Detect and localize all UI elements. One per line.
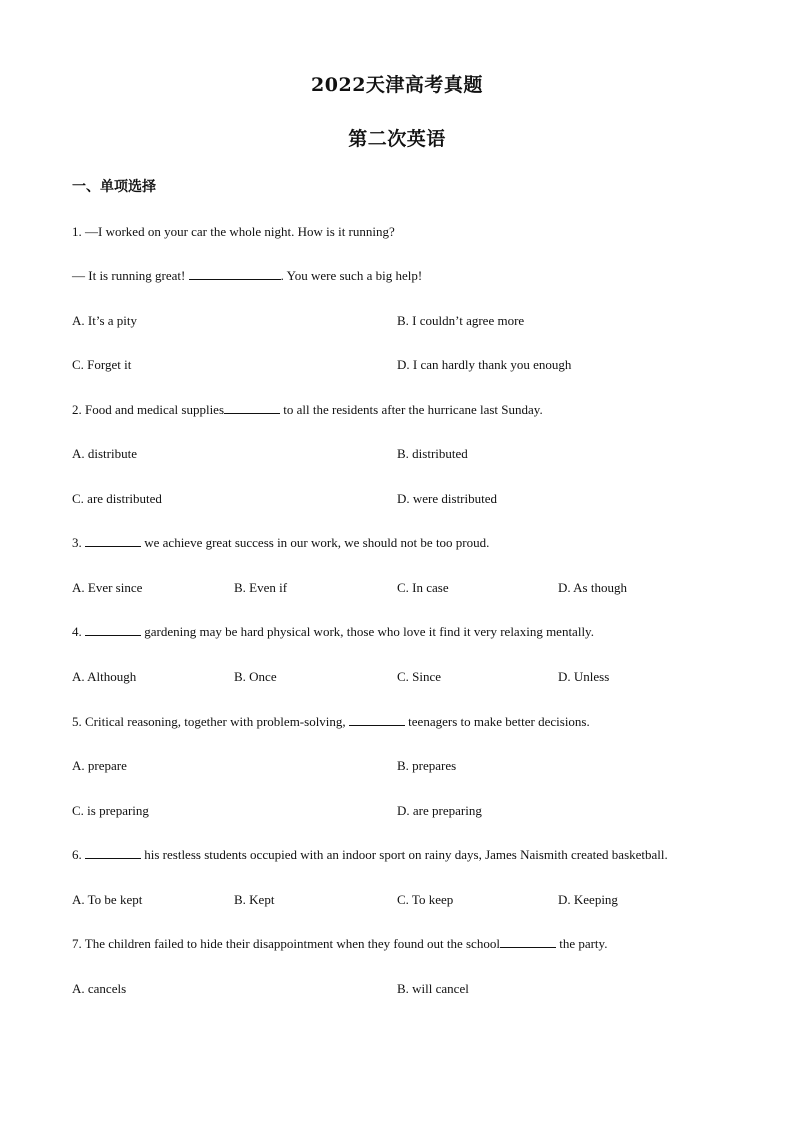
question-2-option-c[interactable]: C. are distributed bbox=[72, 491, 162, 506]
question-6-option-b[interactable]: B. Kept bbox=[234, 892, 275, 907]
question-1-option-b[interactable]: B. I couldn’t agree more bbox=[397, 313, 525, 328]
question-3-option-b[interactable]: B. Even if bbox=[234, 580, 288, 595]
question-3-option-a[interactable]: A. Ever since bbox=[72, 580, 143, 595]
question-5-option-a[interactable]: A. prepare bbox=[72, 758, 127, 773]
question-2-stem bbox=[72, 402, 543, 418]
answer-blank bbox=[85, 847, 141, 859]
answer-blank bbox=[349, 714, 405, 726]
question-7-option-b[interactable]: B. will cancel bbox=[397, 981, 469, 996]
question-2-stem-end: to all the residents after the hurricane last Sunday. bbox=[280, 402, 543, 417]
question-4-stem bbox=[72, 624, 594, 640]
question-4-stem-end: gardening may be hard physical work, those who love it find it very relaxing mentally. bbox=[141, 624, 594, 639]
answer-blank bbox=[85, 624, 141, 636]
question-5-stem bbox=[72, 714, 590, 730]
question-7-stem-end: the party. bbox=[555, 936, 608, 951]
question-7-stem bbox=[72, 936, 607, 952]
question-6-stem-end: his restless students occupied with an indoor sport on rainy days, James Naismith created basketball. bbox=[141, 847, 668, 862]
question-3-stem bbox=[72, 535, 489, 551]
question-5-stem-end: teenagers to make better decisions. bbox=[404, 714, 590, 729]
answer-blank bbox=[224, 402, 280, 414]
question-1-option-c[interactable]: C. Forget it bbox=[72, 357, 132, 372]
answer-blank bbox=[189, 268, 281, 280]
question-1-option-d[interactable]: D. I can hardly thank you enough bbox=[397, 357, 572, 372]
question-4-option-c[interactable]: C. Since bbox=[397, 669, 442, 684]
question-2-stem-start: 2. Food and medical supplies bbox=[72, 402, 225, 417]
question-6-option-c[interactable]: C. To keep bbox=[397, 892, 454, 907]
question-4-option-b[interactable]: B. Once bbox=[234, 669, 277, 684]
question-2-option-b[interactable]: B. distributed bbox=[397, 446, 468, 461]
question-6-stem bbox=[72, 847, 668, 863]
section-heading: 一、单项选择 bbox=[72, 179, 156, 195]
question-1-stem: 1. —I worked on your car the whole night. How is it running? bbox=[72, 224, 395, 239]
page-subtitle: 第二次英语 bbox=[348, 128, 446, 150]
question-3-option-c[interactable]: C. In case bbox=[397, 580, 449, 595]
question-1-reply-start: — It is running great! bbox=[72, 268, 189, 283]
question-5-option-c[interactable]: C. is preparing bbox=[72, 803, 149, 818]
question-2-option-a[interactable]: A. distribute bbox=[72, 446, 137, 461]
question-4-option-d[interactable]: D. Unless bbox=[558, 669, 610, 684]
question-7-option-a[interactable]: A. cancels bbox=[72, 981, 127, 996]
question-4-option-a[interactable]: A. Although bbox=[72, 669, 137, 684]
question-1-reply-end: . You were such a big help! bbox=[280, 268, 423, 283]
question-5-option-d[interactable]: D. are preparing bbox=[397, 803, 482, 818]
question-5-option-b[interactable]: B. prepares bbox=[397, 758, 457, 773]
question-2-option-d[interactable]: D. were distributed bbox=[397, 491, 498, 506]
question-4-stem-start: 4. bbox=[72, 624, 85, 639]
question-7-stem-start: 7. The children failed to hide their disappointment when they found out the school bbox=[72, 936, 500, 951]
question-6-option-d[interactable]: D. Keeping bbox=[558, 892, 618, 907]
question-3-option-d[interactable]: D. As though bbox=[558, 580, 627, 595]
question-1-reply bbox=[72, 268, 422, 284]
question-3-stem-end: we achieve great success in our work, we should not be too proud. bbox=[141, 535, 490, 550]
question-1-option-a[interactable]: A. It’s a pity bbox=[72, 313, 137, 328]
question-3-stem-start: 3. bbox=[72, 535, 85, 550]
question-6-option-a[interactable]: A. To be kept bbox=[72, 892, 143, 907]
answer-blank bbox=[85, 535, 141, 547]
question-5-stem-start: 5. Critical reasoning, together with problem-solving, bbox=[72, 714, 349, 729]
question-6-stem-start: 6. bbox=[72, 847, 85, 862]
answer-blank bbox=[500, 936, 556, 948]
page-title: 2022天津高考真题 bbox=[311, 74, 483, 96]
